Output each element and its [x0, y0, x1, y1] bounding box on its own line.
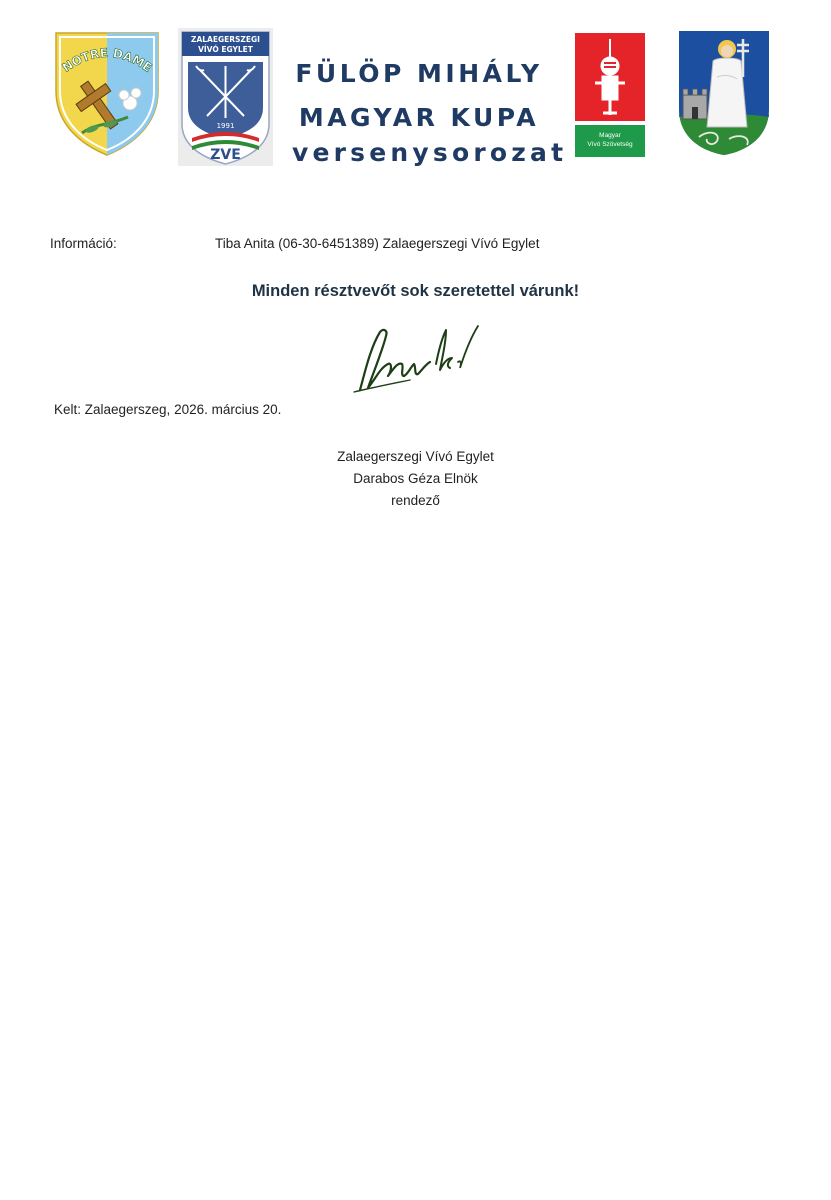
zve-logo: [178, 28, 273, 166]
signoff-organization: Zalaegerszegi Vívó Egylet: [337, 449, 494, 464]
mvsz-logo: [575, 33, 645, 157]
svg-text:VÍVÓ EGYLET: VÍVÓ EGYLET: [198, 45, 253, 54]
date-place: Kelt: Zalaegerszeg, 2026. március 20.: [54, 402, 282, 417]
svg-text:1991: 1991: [216, 122, 235, 130]
info-label: Információ:: [50, 236, 117, 251]
title-line-3: versenysorozat: [292, 138, 568, 167]
svg-text:ZALAEGERSZEGI: ZALAEGERSZEGI: [191, 35, 260, 44]
notre-dame-logo: [52, 29, 162, 157]
handwritten-signature: [350, 318, 490, 403]
svg-text:Vívó Szövetség: Vívó Szövetség: [587, 141, 633, 148]
event-title: [288, 52, 568, 168]
info-value: Tiba Anita (06-30-6451389) Zalaegerszegi Vívó Egylet: [215, 236, 540, 251]
svg-text:NOTRE DAME: NOTRE DAME: [59, 45, 155, 75]
welcome-message: Minden résztvevőt sok szeretettel várunk!: [251, 282, 580, 300]
signoff-block: [0, 446, 831, 512]
signoff-role: rendező: [391, 493, 440, 508]
svg-text:Magyar: Magyar: [599, 132, 621, 139]
signoff-person: Darabos Géza Elnök: [353, 471, 478, 486]
zalaegerszeg-coat-of-arms: [677, 29, 771, 157]
svg-text:ZVE: ZVE: [210, 147, 241, 163]
title-line-1: FÜLÖP MIHÁLY: [295, 59, 543, 88]
title-line-2: MAGYAR KUPA: [298, 103, 540, 132]
